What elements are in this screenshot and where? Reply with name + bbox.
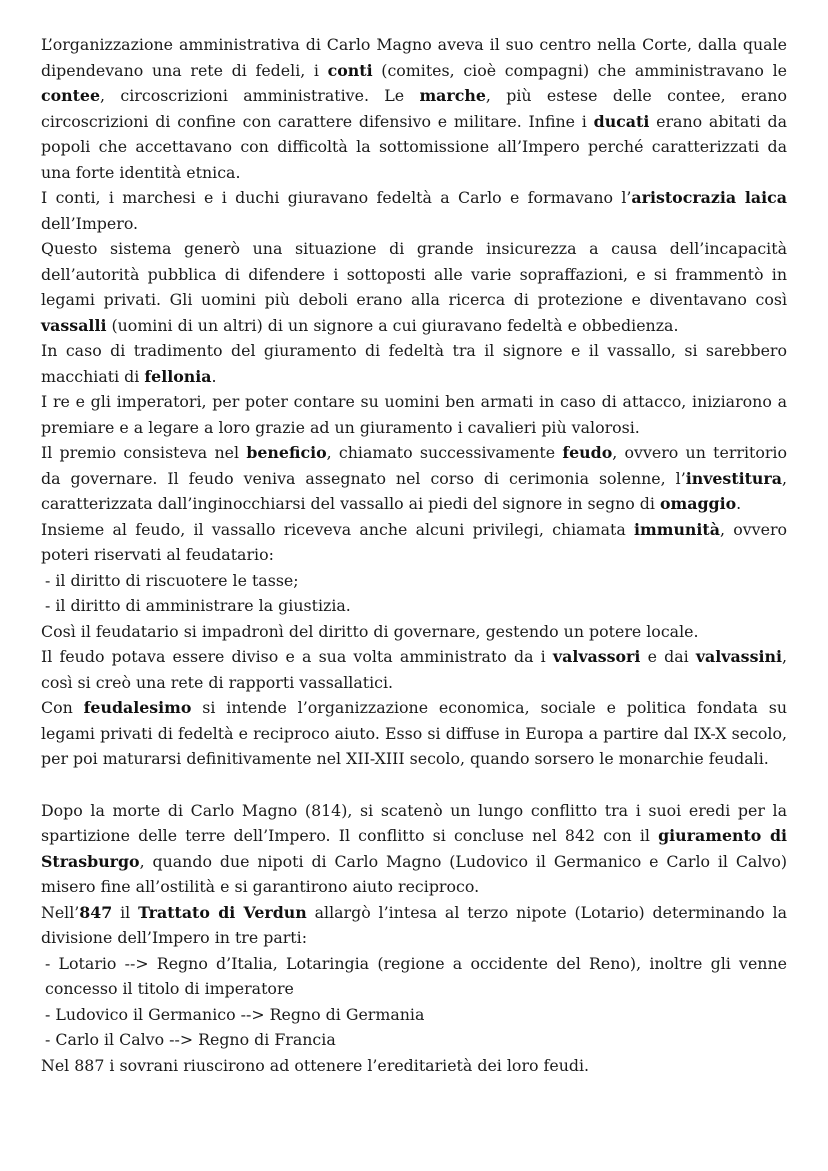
text-run: si intende l’organizzazione economica, sociale e politica fondata su legami privati di fedeltà e reciproco aiuto. Esso si diffuse in Europa a partire dal IX-X secolo, per poi maturarsi definitivamente nel XII-XIII secolo, quando sorsero le monarchie feudali. (41, 698, 787, 768)
bold-term: Trattato di Verdun (138, 902, 307, 922)
text-run: - Carlo il Calvo --> Regno di Francia (45, 1030, 336, 1049)
text-run: , chiamato successivamente (326, 443, 563, 462)
text-run: . (211, 366, 217, 386)
text-run: (comites, cioè compagni) che amministravano le (372, 60, 787, 80)
paragraph (41, 900, 787, 951)
text-run: - il diritto di riscuotere le tasse; (45, 570, 299, 590)
text-run: . (736, 494, 742, 513)
bold-term: valvassini (695, 647, 782, 666)
bold-term: giuramento di Strasburgo (41, 826, 787, 871)
text-run: Con (41, 698, 84, 717)
text-run: , ovvero poteri riservati al feudatario: (41, 519, 787, 564)
text-run: , caratterizzata dall’inginocchiarsi del vassallo ai piedi del signore in segno di (41, 468, 787, 513)
bold-term: conti (327, 60, 373, 80)
paragraph (41, 236, 787, 338)
text-run: - Lotario --> Regno d’Italia, Lotaringia (regione a occidente del Reno), inoltre gli venne concesso il titolo di imperatore (45, 953, 787, 998)
text-run: - il diritto di amministrare la giustizia. (45, 596, 351, 615)
document-page (41, 32, 787, 1078)
paragraph (41, 644, 787, 695)
paragraph (41, 1053, 787, 1079)
text-run: Dopo la morte di Carlo Magno (814), si scatenò un lungo conflitto tra i suoi eredi per la spartizione delle terre dell’Impero. Il conflitto si concluse nel 842 con il (41, 800, 787, 845)
paragraph (41, 32, 787, 185)
text-run: Insieme al feudo, il vassallo riceveva anche alcuni privilegi, chiamata (41, 519, 635, 539)
list-item (41, 1002, 787, 1028)
text-run: erano abitati da popoli che accettavano con difficoltà la sottomissione all’Impero perché caratterizzati da una forte identità etnica. (41, 111, 787, 182)
bold-term: contee (41, 86, 101, 105)
list-item (41, 1027, 787, 1053)
text-run: I conti, i marchesi e i duchi giuravano fedeltà a Carlo e formavano l’ (41, 188, 632, 207)
text-run: e dai (640, 647, 696, 666)
text-run: Nel 887 i sovrani riuscirono ad ottenere l’ereditarietà dei loro feudi. (41, 1055, 590, 1075)
text-run: Il premio consisteva nel (41, 443, 247, 462)
list-item (41, 593, 787, 619)
text-run: (uomini di un altri) di un signore a cui giuravano fedeltà e obbedienza. (106, 315, 679, 335)
text-run: Il feudo potava essere diviso e a sua volta amministrato da i (41, 647, 553, 666)
bold-term: ducati (593, 111, 650, 131)
text-run: , circoscrizioni amministrative. Le (100, 86, 420, 105)
paragraph (41, 389, 787, 440)
bold-term: aristocrazia laica (631, 188, 787, 207)
paragraph (41, 798, 787, 900)
bold-term: vassalli (41, 315, 107, 335)
text-run: il (112, 902, 139, 922)
bold-term: feudalesimo (83, 698, 192, 717)
paragraph (41, 185, 787, 236)
paragraph (41, 440, 787, 517)
paragraph (41, 338, 787, 389)
bold-term: immunità (634, 519, 720, 539)
text-run: , più estese delle contee, erano circoscrizioni di confine con carattere difensivo e militare. Infine i (41, 86, 787, 131)
text-run: , quando due nipoti di Carlo Magno (Ludovico il Germanico e Carlo il Calvo) misero fine all’ostilità e si garantirono aiuto reciproco. (41, 851, 787, 896)
text-run: allargò l’intesa al terzo nipote (Lotario) determinando la divisione dell’Impero in tre parti: (41, 902, 787, 947)
list-item (41, 568, 787, 594)
bold-term: valvassori (552, 647, 641, 666)
paragraph (41, 619, 787, 645)
bold-term: fellonia (144, 366, 212, 386)
list-item (41, 951, 787, 1002)
text-run: , così si creò una rete di rapporti vassallatici. (41, 647, 787, 692)
text-run: L’organizzazione amministrativa di Carlo Magno aveva il suo centro nella Corte, dalla quale dipendevano una rete di fedeli, i (41, 35, 787, 80)
text-run: - Ludovico il Germanico --> Regno di Germania (45, 1004, 425, 1024)
text-run: Questo sistema generò una situazione di grande insicurezza a causa dell’incapacità dell’autorità pubblica di difendere i sottoposti alle varie sopraffazioni, e si frammentò in legami privati. Gli uomini più deboli erano alla ricerca di protezione e diventavano così (41, 239, 787, 309)
text-run: , ovvero un territorio da governare. Il feudo veniva assegnato nel corso di cerimonia solenne, l’ (41, 443, 787, 488)
paragraph (41, 517, 787, 568)
bold-term: investitura (685, 468, 782, 488)
text-run: I re e gli imperatori, per poter contare su uomini ben armati in caso di attacco, iniziarono a premiare e a legare a loro grazie ad un giuramento i cavalieri più valorosi. (41, 392, 787, 437)
text-run: dell’Impero. (41, 213, 139, 233)
bold-term: feudo (562, 443, 613, 462)
paragraph (41, 695, 787, 772)
text-run: Così il feudatario si impadronì del diritto di governare, gestendo un potere locale. (41, 621, 699, 641)
text-run: In caso di tradimento del giuramento di fedeltà tra il signore e il vassallo, si sarebbero macchiati di (41, 341, 787, 386)
bold-term: beneficio (246, 443, 327, 462)
text-run: Nell’ (41, 902, 80, 922)
bold-term: marche (419, 86, 486, 105)
bold-term: 847 (79, 902, 113, 922)
bold-term: omaggio (660, 494, 737, 513)
paragraph-spacer (41, 772, 787, 798)
